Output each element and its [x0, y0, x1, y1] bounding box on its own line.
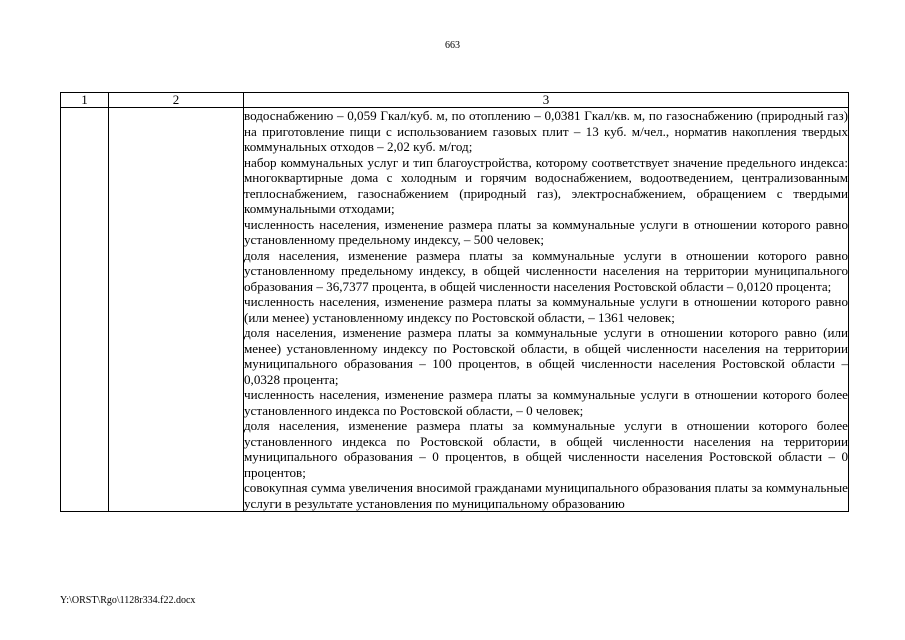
column-1-cell	[61, 108, 109, 512]
paragraph: совокупная сумма увеличения вносимой гражданами муниципального образования платы за коммунальные услуги в результате установления по муниципальному образованию	[244, 480, 848, 511]
column-2-cell	[109, 108, 244, 512]
paragraph: численность населения, изменение размера платы за коммунальные услуги в отношении которого более установленного индекса по Ростовской области, – 0 человек;	[244, 387, 848, 418]
paragraph: набор коммунальных услуг и тип благоустройства, которому соответствует значение предельного индекса: многоквартирные дома с холодным и горячим водоснабжением, водоотведением, централизованным теплоснабжением, газоснабжением (природный газ), электроснабжением, обращением с твердыми коммунальными отходами;	[244, 154, 848, 216]
column-header-2: 2	[109, 93, 244, 108]
table-header-row	[61, 93, 849, 108]
footer-file-path: Y:\ORST\Rgo\1128r334.f22.docx	[60, 595, 196, 606]
column-header-1: 1	[61, 93, 109, 108]
table-row	[61, 108, 849, 512]
document-table	[60, 92, 849, 512]
paragraph: водоснабжению – 0,059 Гкал/куб. м, по отоплению – 0,0381 Гкал/кв. м, по газоснабжению (природный газ) на приготовление пищи с использованием газовых плит – 13 куб. м/чел., норматив накопления твердых коммунальных отходов – 2,02 куб. м/год;	[244, 108, 848, 154]
paragraph: численность населения, изменение размера платы за коммунальные услуги в отношении которого равно (или менее) установленному индексу по Ростовской области, – 1361 человек;	[244, 294, 848, 325]
column-3-content-cell	[244, 108, 849, 512]
paragraph: доля населения, изменение размера платы за коммунальные услуги в отношении которого более установленного индекса по Ростовской области, в общей численности населения на территории муниципального образования – 0 процентов, в общей численности населения Ростовской области – 0 процентов;	[244, 418, 848, 480]
column-header-3: 3	[244, 93, 849, 108]
page-number: 663	[445, 40, 460, 51]
paragraph: численность населения, изменение размера платы за коммунальные услуги в отношении которого равно установленному предельному индексу, – 500 человек;	[244, 216, 848, 247]
paragraph: доля населения, изменение размера платы за коммунальные услуги в отношении которого равно (или менее) установленному индексу по Ростовской области, в общей численности населения на территории муниципального образования – 100 процентов, в общей численности населения Ростовской области – 0,0328 процента;	[244, 325, 848, 387]
paragraph: доля населения, изменение размера платы за коммунальные услуги в отношении которого равно установленному предельному индексу, в общей численности населения на территории муниципального образования – 36,7377 процента, в общей численности населения Ростовской области – 0,0120 процента;	[244, 247, 848, 294]
